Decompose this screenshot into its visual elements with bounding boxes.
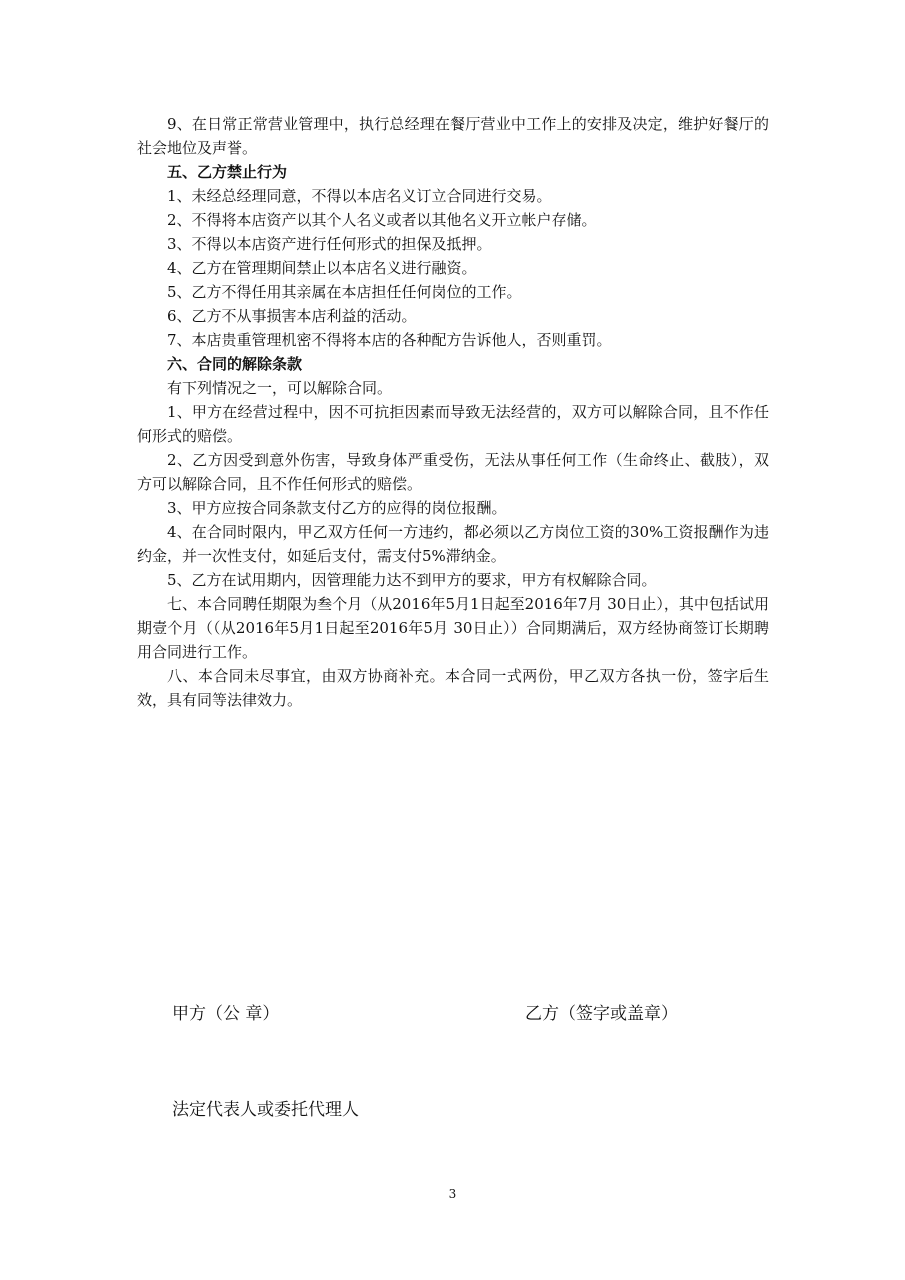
prohibition-item-6: 6、乙方不从事损害本店利益的活动。 [167, 307, 417, 325]
prohibition-item-3: 3、不得以本店资产进行任何形式的担保及抵押。 [167, 235, 492, 253]
prohibition-item-2: 2、不得将本店资产以其个人名义或者以其他名义开立帐户存储。 [167, 211, 597, 229]
prohibition-item-4: 4、乙方在管理期间禁止以本店名义进行融资。 [167, 259, 477, 277]
termination-item-5: 5、乙方在试用期内，因管理能力达不到甲方的要求，甲方有权解除合同。 [167, 571, 657, 589]
termination-item-2: 2、乙方因受到意外伤害，导致身体严重受伤，无法从事任何工作（生命终止、截肢），双方可以解除合同，且不作任何形式的赔偿。 [137, 451, 769, 493]
section-8-misc-paragraph: 八、本合同未尽事宜，由双方协商补充。本合同一式两份，甲乙双方各执一份，签字后生效，具有同等法律效力。 [137, 667, 769, 709]
page-number: 3 [448, 1187, 457, 1201]
clause-9-paragraph: 9、在日常正常营业管理中，执行总经理在餐厅营业中工作上的安排及决定，维护好餐厅的社会地位及声誉。 [137, 115, 769, 157]
section-5-heading: 五、乙方禁止行为 [167, 163, 288, 181]
section-7-term-paragraph: 七、本合同聘任期限为叁个月（从2016年5月1日起至2016年7月 30日止），其中包括试用期壹个月（（从2016年5月1日起至2016年5月 30日止））合同期满后，双方经协商签订长期聘用合同进行工作。 [137, 595, 769, 661]
contract-body [137, 112, 769, 712]
party-b-signature-label: 乙方（签字或盖章） [525, 1004, 678, 1024]
section-6-heading: 六、合同的解除条款 [167, 355, 303, 373]
prohibition-item-5: 5、乙方不得任用其亲属在本店担任任何岗位的工作。 [167, 283, 522, 301]
termination-item-3: 3、甲方应按合同条款支付乙方的应得的岗位报酬。 [167, 499, 507, 517]
legal-representative-label: 法定代表人或委托代理人 [172, 1100, 359, 1120]
party-a-signature-label: 甲方（公 章） [172, 1004, 280, 1024]
prohibition-item-7: 7、本店贵重管理机密不得将本店的各种配方告诉他人，否则重罚。 [167, 331, 612, 349]
termination-intro: 有下列情况之一，可以解除合同。 [167, 379, 393, 397]
termination-item-1: 1、甲方在经营过程中，因不可抗拒因素而导致无法经营的，双方可以解除合同，且不作任何形式的赔偿。 [137, 403, 769, 445]
prohibition-item-1: 1、未经总经理同意，不得以本店名义订立合同进行交易。 [167, 187, 552, 205]
termination-item-4: 4、在合同时限内，甲乙双方任何一方违约，都必须以乙方岗位工资的30%工资报酬作为违约金，并一次性支付，如延后支付，需支付5%滞纳金。 [137, 523, 769, 565]
